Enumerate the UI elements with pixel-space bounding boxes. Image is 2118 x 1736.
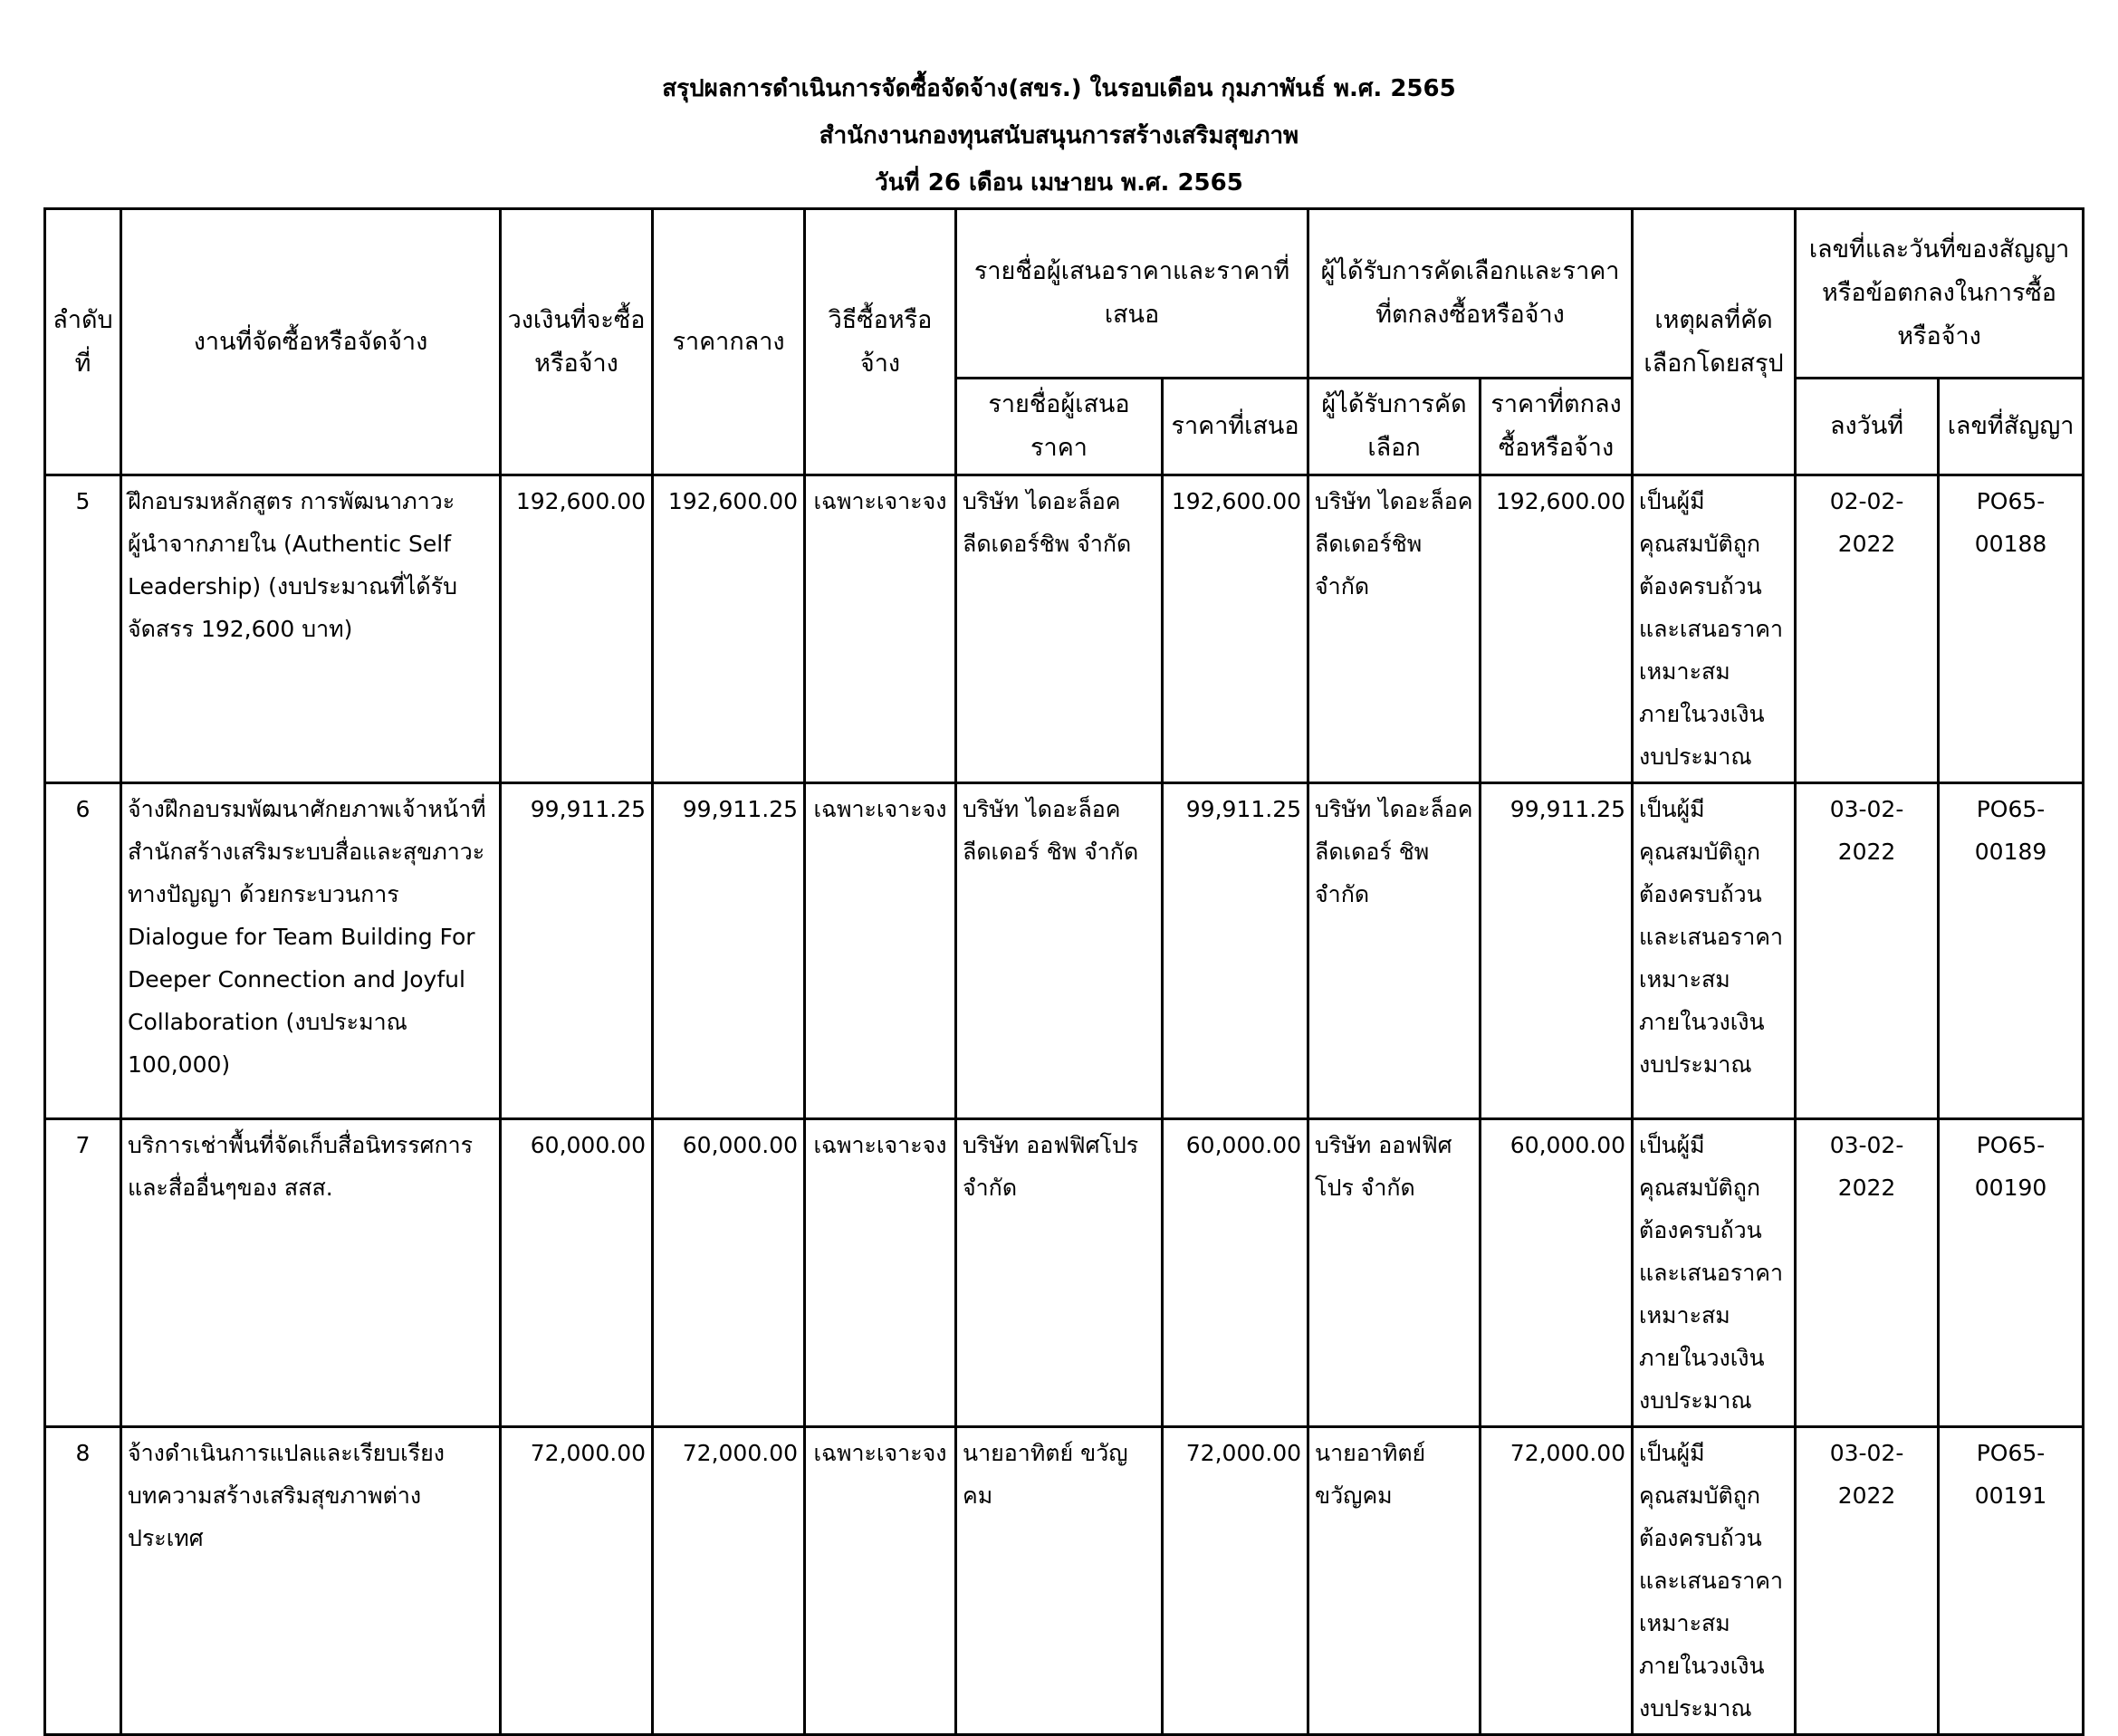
cell-bid-price: 192,600.00 [1163,475,1308,783]
agency-name: สำนักงานกองทุนสนับสนุนการสร้างเสริมสุขภาพ [819,122,1299,149]
col-budget: วงเงินที่จะซื้อหรือจ้าง [501,209,653,475]
col-bidders-group: รายชื่อผู้เสนอราคาและราคาที่เสนอ [956,209,1308,379]
cell-seq: 8 [45,1427,121,1735]
cell-contract-date: 03-02-2022 [1796,1119,1939,1427]
cell-bidder: บริษัท ไดอะล็อค ลีดเดอร์ ชิพ จำกัด [956,783,1163,1119]
cell-bidder: บริษัท ไดอะล็อค ลีดเดอร์ชิพ จำกัด [956,475,1163,783]
cell-bid-price: 60,000.00 [1163,1119,1308,1427]
cell-contract-no: PO65-00190 [1939,1119,2084,1427]
col-winner-group: ผู้ได้รับการคัดเลือกและราคาที่ตกลงซื้อหรือจ้าง [1308,209,1633,379]
cell-reason: เป็นผู้มีคุณสมบัติถูกต้องครบถ้วนและเสนอราคาเหมาะสมภายในวงเงินงบประมาณ [1633,783,1796,1119]
table-row [45,783,2084,1119]
cell-seq: 7 [45,1119,121,1427]
cell-agreed-price: 72,000.00 [1481,1427,1633,1735]
table-row [45,1427,2084,1735]
col-agreed-price: ราคาที่ตกลงซื้อหรือจ้าง [1481,379,1633,475]
cell-median-price: 99,911.25 [653,783,805,1119]
cell-winner: บริษัท ออฟฟิศ โปร จำกัด [1308,1119,1481,1427]
cell-winner: นายอาทิตย์ ขวัญคม [1308,1427,1481,1735]
cell-contract-date: 02-02-2022 [1796,475,1939,783]
cell-contract-no: PO65-00189 [1939,783,2084,1119]
col-task: งานที่จัดซื้อหรือจัดจ้าง [121,209,501,475]
cell-budget: 99,911.25 [501,783,653,1119]
col-method: วิธีซื้อหรือจ้าง [805,209,956,475]
cell-task: บริการเช่าพื้นที่จัดเก็บสื่อนิทรรศการและสื่ออื่นๆของ สสส. [121,1119,501,1427]
cell-median-price: 60,000.00 [653,1119,805,1427]
cell-budget: 60,000.00 [501,1119,653,1427]
cell-seq: 5 [45,475,121,783]
cell-agreed-price: 60,000.00 [1481,1119,1633,1427]
cell-agreed-price: 192,600.00 [1481,475,1633,783]
cell-contract-no: PO65-00191 [1939,1427,2084,1735]
col-contract-date: ลงวันที่ [1796,379,1939,475]
cell-bidder: บริษัท ออฟฟิศโปร จำกัด [956,1119,1163,1427]
cell-budget: 192,600.00 [501,475,653,783]
cell-median-price: 192,600.00 [653,475,805,783]
cell-bidder: นายอาทิตย์ ขวัญคม [956,1427,1163,1735]
table-row [45,1119,2084,1427]
header-row-top [45,209,2084,379]
cell-method: เฉพาะเจาะจง [805,783,956,1119]
cell-method: เฉพาะเจาะจง [805,475,956,783]
cell-median-price: 72,000.00 [653,1427,805,1735]
table-row [45,475,2084,783]
cell-winner: บริษัท ไดอะล็อค ลีดเดอร์ ชิพ จำกัด [1308,783,1481,1119]
cell-reason: เป็นผู้มีคุณสมบัติถูกต้องครบถ้วนและเสนอราคาเหมาะสมภายในวงเงินงบประมาณ [1633,475,1796,783]
cell-winner: บริษัท ไดอะล็อค ลีดเดอร์ชิพ จำกัด [1308,475,1481,783]
cell-bid-price: 72,000.00 [1163,1427,1308,1735]
cell-contract-date: 03-02-2022 [1796,783,1939,1119]
cell-budget: 72,000.00 [501,1427,653,1735]
report-date: วันที่ 26 เดือน เมษายน พ.ศ. 2565 [875,169,1243,197]
col-seq: ลำดับที่ [45,209,121,475]
cell-task: จ้างดำเนินการแปลและเรียบเรียงบทความสร้างเสริมสุขภาพต่างประเทศ [121,1427,501,1735]
cell-method: เฉพาะเจาะจง [805,1427,956,1735]
document-header [0,65,2118,206]
cell-seq: 6 [45,783,121,1119]
cell-agreed-price: 99,911.25 [1481,783,1633,1119]
cell-bid-price: 99,911.25 [1163,783,1308,1119]
cell-method: เฉพาะเจาะจง [805,1119,956,1427]
cell-reason: เป็นผู้มีคุณสมบัติถูกต้องครบถ้วนและเสนอราคาเหมาะสมภายในวงเงินงบประมาณ [1633,1119,1796,1427]
procurement-table [43,207,2084,1736]
col-bid-price: ราคาที่เสนอ [1163,379,1308,475]
col-contract-no: เลขที่สัญญา [1939,379,2084,475]
cell-task: ฝึกอบรมหลักสูตร การพัฒนาภาวะผู้นำจากภายใน (Authentic Self Leadership) (งบประมาณที่ได้รับจัดสรร 192,600 บาท) [121,475,501,783]
col-winner-name: ผู้ได้รับการคัดเลือก [1308,379,1481,475]
cell-contract-no: PO65-00188 [1939,475,2084,783]
col-contract-group: เลขที่และวันที่ของสัญญาหรือข้อตกลงในการซื้อหรือจ้าง [1796,209,2084,379]
cell-contract-date: 03-02-2022 [1796,1427,1939,1735]
cell-task: จ้างฝึกอบรมพัฒนาศักยภาพเจ้าหน้าที่สำนักสร้างเสริมระบบสื่อและสุขภาวะทางปัญญา ด้วยกระบวนการ Dialogue for Team Building For Deeper Connection and Joyful Collaboration (งบประมาณ 100,000) [121,783,501,1119]
col-reason: เหตุผลที่คัดเลือกโดยสรุป [1633,209,1796,475]
col-bidder-name: รายชื่อผู้เสนอราคา [956,379,1163,475]
cell-reason: เป็นผู้มีคุณสมบัติถูกต้องครบถ้วนและเสนอราคาเหมาะสมภายในวงเงินงบประมาณ [1633,1427,1796,1735]
report-title: สรุปผลการดำเนินการจัดซื้อจัดจ้าง(สขร.) ในรอบเดือน กุมภาพันธ์ พ.ศ. 2565 [662,75,1456,102]
col-median-price: ราคากลาง [653,209,805,475]
